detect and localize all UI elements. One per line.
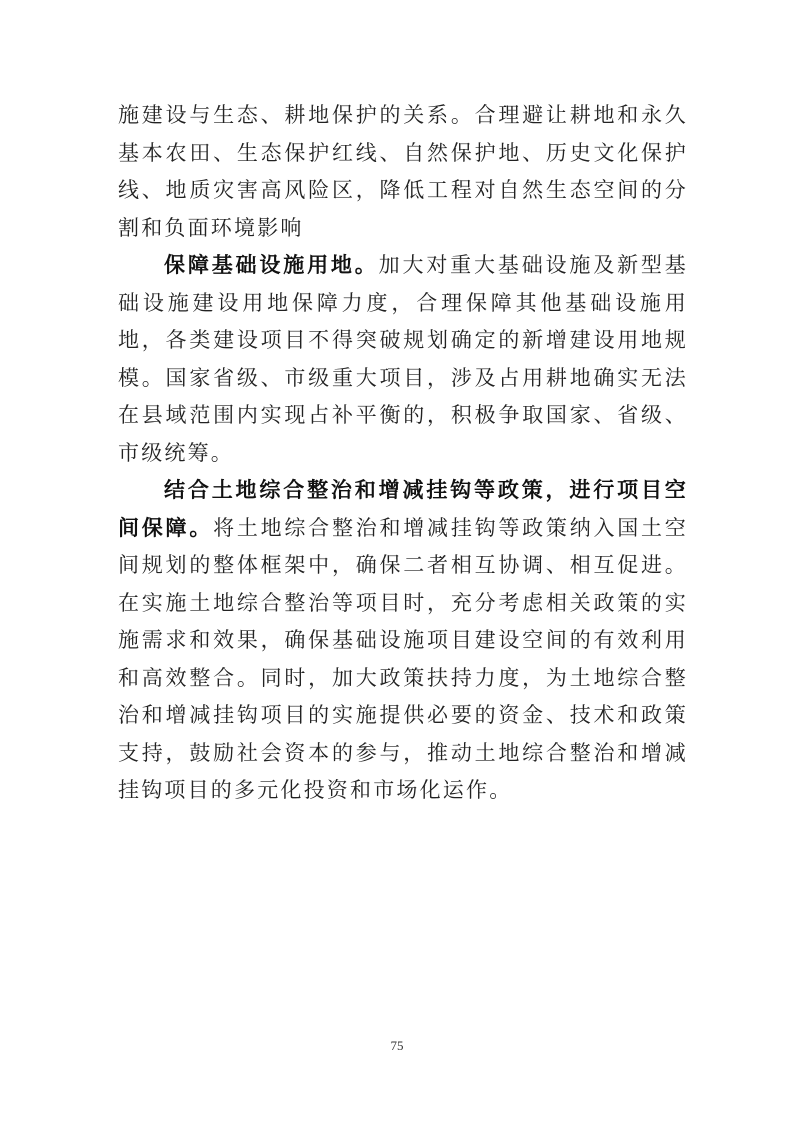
paragraph-text: 施建设与生态、耕地保护的关系。合理避让耕地和永久基本农田、生态保护红线、自然保护地、历史文化保护线、地质灾害高风险区，降低工程对自然生态空间的分割和负面环境影响	[118, 103, 688, 240]
page-number: 75	[390, 1038, 404, 1053]
paragraph-continuation	[118, 97, 688, 247]
paragraph-infrastructure-land	[118, 247, 688, 472]
paragraph-text: 加大对重大基础设施及新型基础设施建设用地保障力度，合理保障其他基础设施用地，各类建设项目不得突破规划确定的新增建设用地规模。国家省级、市级重大项目，涉及占用耕地确实无法在县域范围内实现占补平衡的，积极争取国家、省级、市级统筹。	[118, 253, 688, 465]
paragraph-land-consolidation	[118, 472, 688, 810]
document-body	[118, 97, 688, 810]
paragraph-text: 将土地综合整治和增减挂钩等政策纳入国土空间规划的整体框架中，确保二者相互协调、相互促进。在实施土地综合整治等项目时，充分考虑相关政策的实施需求和效果，确保基础设施项目建设空间的有效利用和高效整合。同时，加大政策扶持力度，为土地综合整治和增减挂钩项目的实施提供必要的资金、技术和政策支持，鼓励社会资本的参与，推动土地综合整治和增减挂钩项目的多元化投资和市场化运作。	[118, 515, 688, 802]
paragraph-lead-heading: 结合土地综合整治和增减挂钩等政策，进行项目空间保障。	[118, 478, 688, 540]
paragraph-lead-heading: 保障基础设施用地。	[164, 253, 379, 277]
